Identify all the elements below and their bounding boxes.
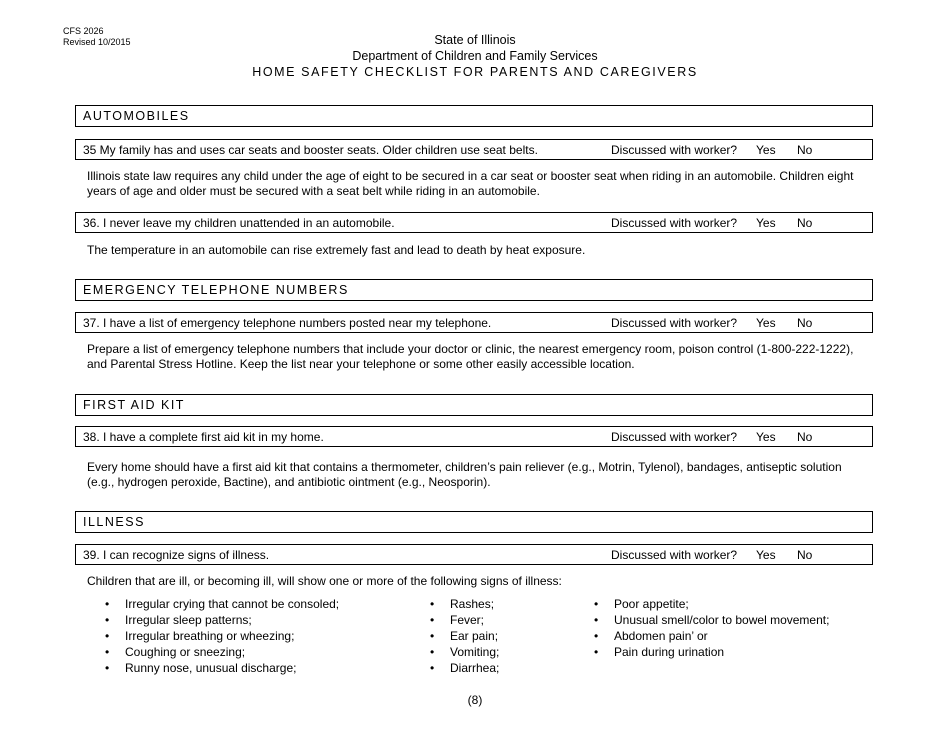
list-item: • Irregular sleep patterns; <box>105 613 252 627</box>
form-revised-date: Revised 10/2015 <box>63 37 131 47</box>
bullet-icon: • <box>105 629 110 643</box>
bullet-icon: • <box>430 645 435 659</box>
list-item: • Fever; <box>430 613 485 627</box>
question-36-row <box>75 212 873 233</box>
discussed-label: Discussed with worker? <box>611 316 738 330</box>
no-option[interactable]: No <box>797 216 813 230</box>
form-number: CFS 2026 <box>63 26 104 36</box>
discussed-label: Discussed with worker? <box>611 430 738 444</box>
question-39-row <box>75 544 873 565</box>
bullet-icon: • <box>105 597 110 611</box>
illness-signs-column-3 <box>594 596 829 660</box>
question-38-text: 38. I have a complete first aid kit in my home. <box>83 430 324 444</box>
bullet-icon: • <box>594 597 599 611</box>
question-36-explanation: The temperature in an automobile can rise extremely fast and lead to death by heat exposure. <box>87 243 586 257</box>
bullet-icon: • <box>594 613 599 627</box>
question-38-explanation: Every home should have a first aid kit that contains a thermometer, children’s pain reliever (e.g., Motrin, Tylenol), bandages, antiseptic solution (e.g., hydrogen peroxide, Bactine), and antibiotic ointment (e.g., Neosporin). <box>87 460 842 489</box>
question-35-explanation: Illinois state law requires any child under the age of eight to be secured in a car seat or booster seat when riding in an automobile. Children eight years of age and older must be secured with a seat belt while riding in an automobile. <box>87 169 854 198</box>
list-item: • Coughing or sneezing; <box>105 645 246 659</box>
bullet-icon: • <box>105 661 110 675</box>
discussed-label: Discussed with worker? <box>611 143 738 157</box>
bullet-icon: • <box>594 645 599 659</box>
question-36-text: 36. I never leave my children unattended in an automobile. <box>83 216 395 230</box>
bullet-icon: • <box>430 597 435 611</box>
illness-signs-column-1 <box>105 596 339 676</box>
section-automobiles: AUTOMOBILES <box>75 105 873 127</box>
list-item: • Irregular crying that cannot be consoled; <box>105 597 340 611</box>
yes-option[interactable]: Yes <box>756 548 776 562</box>
page-number: (8) <box>467 693 483 707</box>
illness-signs-column-2 <box>430 596 499 676</box>
discussed-label: Discussed with worker? <box>611 548 738 562</box>
list-item: • Unusual smell/color to bowel movement; <box>594 613 830 627</box>
bullet-icon: • <box>430 661 435 675</box>
question-39-explanation: Children that are ill, or becoming ill, will show one or more of the following signs of illness: <box>87 574 562 588</box>
header-department: Department of Children and Family Services <box>352 49 598 63</box>
list-item: • Vomiting; <box>430 645 500 659</box>
bullet-icon: • <box>430 613 435 627</box>
section-first-aid-kit: FIRST AID KIT <box>75 394 873 416</box>
yes-option[interactable]: Yes <box>756 216 776 230</box>
yes-option[interactable]: Yes <box>756 143 776 157</box>
list-item: • Irregular breathing or wheezing; <box>105 629 295 643</box>
list-item: • Abdomen pain’ or <box>594 629 708 643</box>
yes-option[interactable]: Yes <box>756 430 776 444</box>
list-item: • Diarrhea; <box>430 661 500 675</box>
list-item: • Poor appetite; <box>594 597 689 611</box>
list-item: • Ear pain; <box>430 629 499 643</box>
question-35-row <box>75 139 873 160</box>
bullet-icon: • <box>105 645 110 659</box>
discussed-label: Discussed with worker? <box>611 216 738 230</box>
page-title: HOME SAFETY CHECKLIST FOR PARENTS AND CAREGIVERS <box>252 65 698 79</box>
question-39-text: 39. I can recognize signs of illness. <box>83 548 270 562</box>
bullet-icon: • <box>594 629 599 643</box>
question-38-row <box>75 426 873 447</box>
list-item: • Pain during urination <box>594 645 725 659</box>
no-option[interactable]: No <box>797 316 813 330</box>
no-option[interactable]: No <box>797 430 813 444</box>
bullet-icon: • <box>105 613 110 627</box>
section-illness: ILLNESS <box>75 511 873 533</box>
question-37-explanation: Prepare a list of emergency telephone numbers that include your doctor or clinic, the nearest emergency room, poison control (1-800-222-1222), and Parental Stress Hotline. Keep the list near your telephone or some other easily accessible location. <box>87 342 854 371</box>
yes-option[interactable]: Yes <box>756 316 776 330</box>
no-option[interactable]: No <box>797 143 813 157</box>
header-state: State of Illinois <box>434 33 516 47</box>
section-emergency-telephone: EMERGENCY TELEPHONE NUMBERS <box>75 279 873 301</box>
no-option[interactable]: No <box>797 548 813 562</box>
list-item: • Rashes; <box>430 597 495 611</box>
question-37-text: 37. I have a list of emergency telephone numbers posted near my telephone. <box>83 316 492 330</box>
list-item: • Runny nose, unusual discharge; <box>105 661 297 675</box>
question-37-row <box>75 312 873 333</box>
bullet-icon: • <box>430 629 435 643</box>
question-35-text: 35 My family has and uses car seats and booster seats. Older children use seat belts. <box>83 143 538 157</box>
